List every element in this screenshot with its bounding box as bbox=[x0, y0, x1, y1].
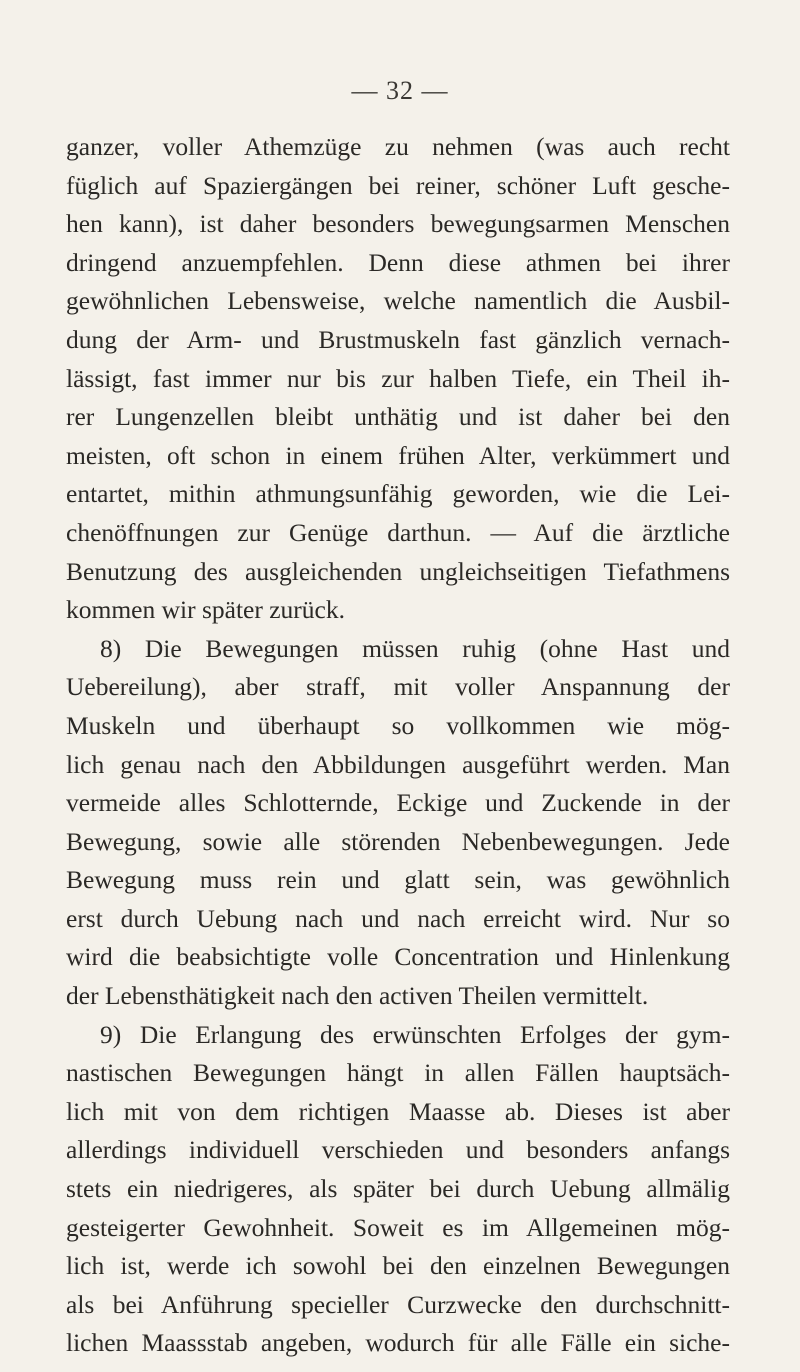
text-line: gesteigerter Gewohnheit. Soweit es im Allgemeinen mög- bbox=[66, 1212, 730, 1242]
text-line: rer Lungenzellen bleibt unthätig und ist daher bei den bbox=[66, 402, 730, 432]
text-line: lichen Maassstab angeben, wodurch für alle Fälle ein siche- bbox=[66, 1328, 730, 1358]
text-line: lässigt, fast immer nur bis zur halben Tiefe, ein Theil ih- bbox=[66, 363, 730, 393]
text-line: Bewegung muss rein und glatt sein, was gewöhnlich bbox=[66, 865, 730, 895]
text-line: gewöhnlichen Lebensweise, welche namentlich die Ausbil- bbox=[66, 286, 730, 316]
text-line: lich ist, werde ich sowohl bei den einzelnen Bewegungen bbox=[66, 1251, 730, 1281]
text-line: Muskeln und überhaupt so vollkommen wie mög- bbox=[66, 710, 730, 740]
text-line: meisten, oft schon in einem frühen Alter, verkümmert und bbox=[66, 440, 730, 470]
text-line: der Lebensthätigkeit nach den activen Theilen vermittelt. bbox=[66, 981, 649, 1011]
text-line: erst durch Uebung nach und nach erreicht wird. Nur so bbox=[66, 903, 730, 933]
text-line: 9) Die Erlangung des erwünschten Erfolges der gym- bbox=[100, 1019, 730, 1049]
text-line: dung der Arm- und Brustmuskeln fast gänzlich vernach- bbox=[66, 324, 730, 354]
text-line: hen kann), ist daher besonders bewegungsarmen Menschen bbox=[66, 209, 730, 239]
text-line: chenöffnungen zur Genüge darthun. — Auf die ärztliche bbox=[66, 517, 730, 547]
text-line: dringend anzuempfehlen. Denn diese athmen bei ihrer bbox=[66, 247, 730, 277]
text-line: füglich auf Spaziergängen bei reiner, schöner Luft gesche- bbox=[66, 170, 730, 200]
text-line: 8) Die Bewegungen müssen ruhig (ohne Hast und bbox=[100, 633, 730, 663]
text-line: nastischen Bewegungen hängt in allen Fällen hauptsäch- bbox=[66, 1058, 730, 1088]
text-line: entartet, mithin athmungsunfähig geworden, wie die Lei- bbox=[66, 479, 730, 509]
text-line: lich mit von dem richtigen Maasse ab. Dieses ist aber bbox=[66, 1096, 730, 1126]
body-text bbox=[66, 128, 730, 1363]
text-line: stets ein niedrigeres, als später bei durch Uebung allmälig bbox=[66, 1174, 730, 1204]
text-line: Uebereilung), aber straff, mit voller Anspannung der bbox=[66, 672, 730, 702]
text-line: als bei Anführung specieller Curzwecke den durchschnitt- bbox=[66, 1289, 730, 1319]
text-line: kommen wir später zurück. bbox=[66, 595, 345, 625]
text-line: allerdings individuell verschieden und besonders anfangs bbox=[66, 1135, 730, 1165]
text-line: Bewegung, sowie alle störenden Nebenbewegungen. Jede bbox=[66, 826, 730, 856]
text-line: wird die beabsichtigte volle Concentration und Hinlenkung bbox=[66, 942, 730, 972]
text-line: lich genau nach den Abbildungen ausgeführt werden. Man bbox=[66, 749, 730, 779]
text-line: Benutzung des ausgleichenden ungleichseitigen Tiefathmens bbox=[66, 556, 730, 586]
text-line: ganzer, voller Athemzüge zu nehmen (was auch recht bbox=[66, 132, 730, 161]
text-line: vermeide alles Schlotternde, Eckige und Zuckende in der bbox=[66, 788, 730, 818]
page-number: — 32 — bbox=[351, 76, 449, 105]
